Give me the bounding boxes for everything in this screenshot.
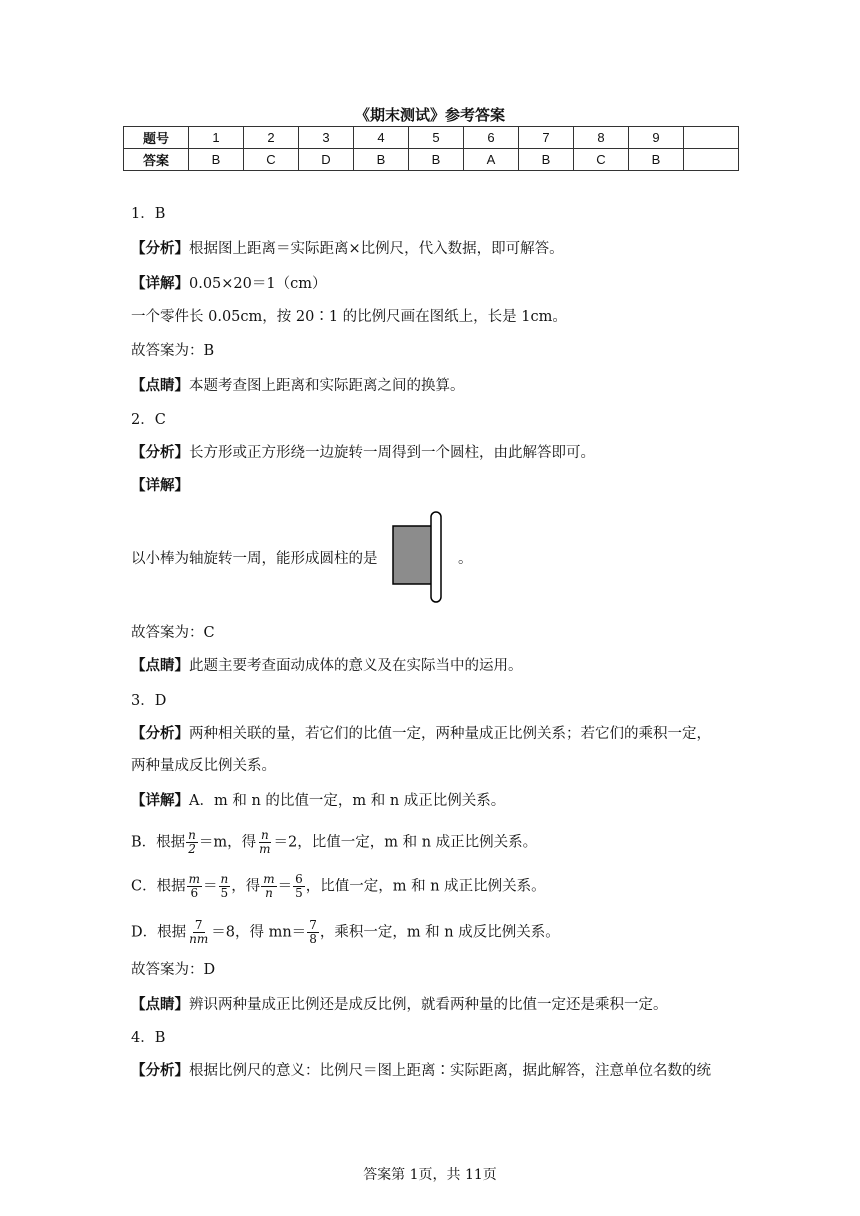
table-cell: B — [519, 149, 574, 171]
table-cell: 8 — [574, 127, 629, 149]
table-row-numbers — [124, 127, 739, 149]
q1-heading: 1．B — [131, 206, 166, 222]
table-cell: 2 — [244, 127, 299, 149]
table-cell: 9 — [629, 127, 684, 149]
numerator: 7 — [309, 918, 317, 932]
page-title: 《期末测试》参考答案 — [354, 106, 505, 124]
answer-table — [123, 126, 739, 171]
q1-analysis — [131, 239, 564, 259]
table-cell: 7 — [519, 127, 574, 149]
q2-analysis — [131, 443, 595, 463]
analysis-text: 两种相关联的量，若它们的比值一定，两种量成正比例关系；若它们的乘积一定， — [189, 726, 711, 742]
table-cell: A — [464, 149, 519, 171]
q2-comment — [131, 656, 523, 676]
analysis-text: 长方形或正方形绕一边旋转一周得到一个圆柱，由此解答即可。 — [189, 445, 595, 461]
fraction — [187, 873, 202, 900]
q3-analysis — [131, 724, 711, 744]
table-cell: 1 — [189, 127, 244, 149]
comment-text: 本题考查图上距离和实际距离之间的换算。 — [189, 378, 465, 394]
q1-answer: 故答案为：B — [131, 343, 215, 359]
analysis-text: 根据图上距离＝实际距离×比例尺，代入数据，即可解答。 — [189, 241, 564, 257]
comment-text: 辨识两种量成正比例还是成反比例，就看两种量的比值一定还是乘积一定。 — [189, 997, 668, 1013]
q1-explanation: 一个零件长 0.05cm，按 20∶1 的比例尺画在图纸上，长是 1cm。 — [131, 309, 567, 325]
numerator: n — [188, 828, 196, 842]
analysis-tag: 【分析】 — [131, 444, 189, 461]
detail-text: A．m 和 n 的比值一定，m 和 n 成正比例关系。 — [189, 793, 506, 809]
table-row-answers — [124, 149, 739, 171]
analysis-tag: 【分析】 — [131, 725, 189, 742]
text: ＝ — [203, 878, 218, 895]
denominator: 5 — [220, 886, 229, 900]
q2-explanation: 以小棒为轴旋转一周，能形成圆柱的是 — [131, 551, 378, 567]
fraction — [186, 829, 198, 856]
numerator: m — [188, 872, 200, 886]
detail-tag: 【详解】 — [131, 275, 189, 292]
q3-heading: 3．D — [131, 693, 167, 709]
table-cell: 4 — [354, 127, 409, 149]
text: B．根据 — [131, 834, 186, 851]
fraction — [261, 873, 276, 900]
text: ＝2，比值一定，m 和 n 成正比例关系。 — [273, 834, 538, 851]
text: ，乘积一定，m 和 n 成反比例关系。 — [319, 924, 560, 941]
fraction — [257, 829, 272, 856]
analysis-tag: 【分析】 — [131, 240, 189, 257]
q4-heading: 4．B — [131, 1030, 166, 1046]
table-cell: C — [574, 149, 629, 171]
table-cell: D — [299, 149, 354, 171]
comment-tag: 【点睛】 — [131, 377, 189, 394]
q3-detail-d — [131, 919, 560, 946]
q2-explanation-end: 。 — [458, 551, 473, 567]
text: ，得 — [231, 878, 261, 895]
q4-analysis — [131, 1061, 711, 1081]
shaded-rectangle — [393, 526, 433, 584]
comment-text: 此题主要考查面动成体的意义及在实际当中的运用。 — [189, 658, 523, 674]
text: C．根据 — [131, 878, 186, 895]
comment-tag: 【点睛】 — [131, 657, 189, 674]
numerator: n — [220, 872, 229, 886]
table-cell: B — [354, 149, 409, 171]
row-label-number: 题号 — [124, 127, 189, 149]
denominator: n — [265, 886, 273, 900]
table-cell: 6 — [464, 127, 519, 149]
denominator: m — [259, 842, 271, 856]
text: ＝8，得 mn＝ — [211, 924, 307, 941]
denominator: 8 — [309, 932, 317, 946]
q3-comment — [131, 995, 668, 1015]
table-cell: 3 — [299, 127, 354, 149]
detail-tag: 【详解】 — [131, 792, 189, 809]
numerator: n — [260, 828, 269, 842]
denominator: nm — [189, 932, 209, 946]
detail-tag: 【详解】 — [131, 477, 189, 494]
comment-tag: 【点睛】 — [131, 996, 189, 1013]
q1-comment — [131, 376, 465, 396]
q1-detail — [131, 274, 326, 294]
q3-detail-b — [131, 829, 537, 856]
q2-heading: 2．C — [131, 412, 166, 428]
fraction — [219, 873, 231, 900]
table-cell: B — [629, 149, 684, 171]
table-cell: 5 — [409, 127, 464, 149]
numerator: m — [263, 872, 275, 886]
q2-detail — [131, 476, 189, 496]
q2-answer: 故答案为：C — [131, 625, 215, 641]
table-cell — [684, 149, 739, 171]
table-cell: B — [189, 149, 244, 171]
text: ，比值一定，m 和 n 成正比例关系。 — [305, 878, 546, 895]
text: ＝m，得 — [198, 834, 257, 851]
fraction — [187, 919, 210, 946]
q3-answer: 故答案为：D — [131, 962, 216, 978]
text: D．根据 — [131, 924, 187, 941]
text: ＝ — [277, 878, 293, 895]
row-label-answer: 答案 — [124, 149, 189, 171]
rod-axis — [431, 512, 441, 602]
denominator: 5 — [295, 886, 303, 900]
denominator: 6 — [190, 886, 199, 900]
page-footer: 答案第 1页，共 11页 — [363, 1167, 497, 1183]
fraction — [307, 919, 319, 946]
table-cell: B — [409, 149, 464, 171]
table-cell — [684, 127, 739, 149]
analysis-tag: 【分析】 — [131, 1062, 189, 1079]
q3-detail-c — [131, 873, 546, 900]
denominator: 2 — [188, 842, 196, 856]
fraction — [293, 873, 305, 900]
rectangle-on-rod-figure — [389, 509, 449, 605]
q3-detail-a — [131, 791, 505, 811]
detail-text: 0.05×20＝1（cm） — [189, 276, 327, 292]
analysis-text: 根据比例尺的意义：比例尺＝图上距离∶实际距离，据此解答，注意单位名数的统 — [189, 1063, 711, 1079]
q3-analysis-cont: 两种量成反比例关系。 — [131, 758, 276, 774]
numerator: 7 — [194, 918, 203, 932]
table-cell: C — [244, 149, 299, 171]
numerator: 6 — [295, 872, 303, 886]
